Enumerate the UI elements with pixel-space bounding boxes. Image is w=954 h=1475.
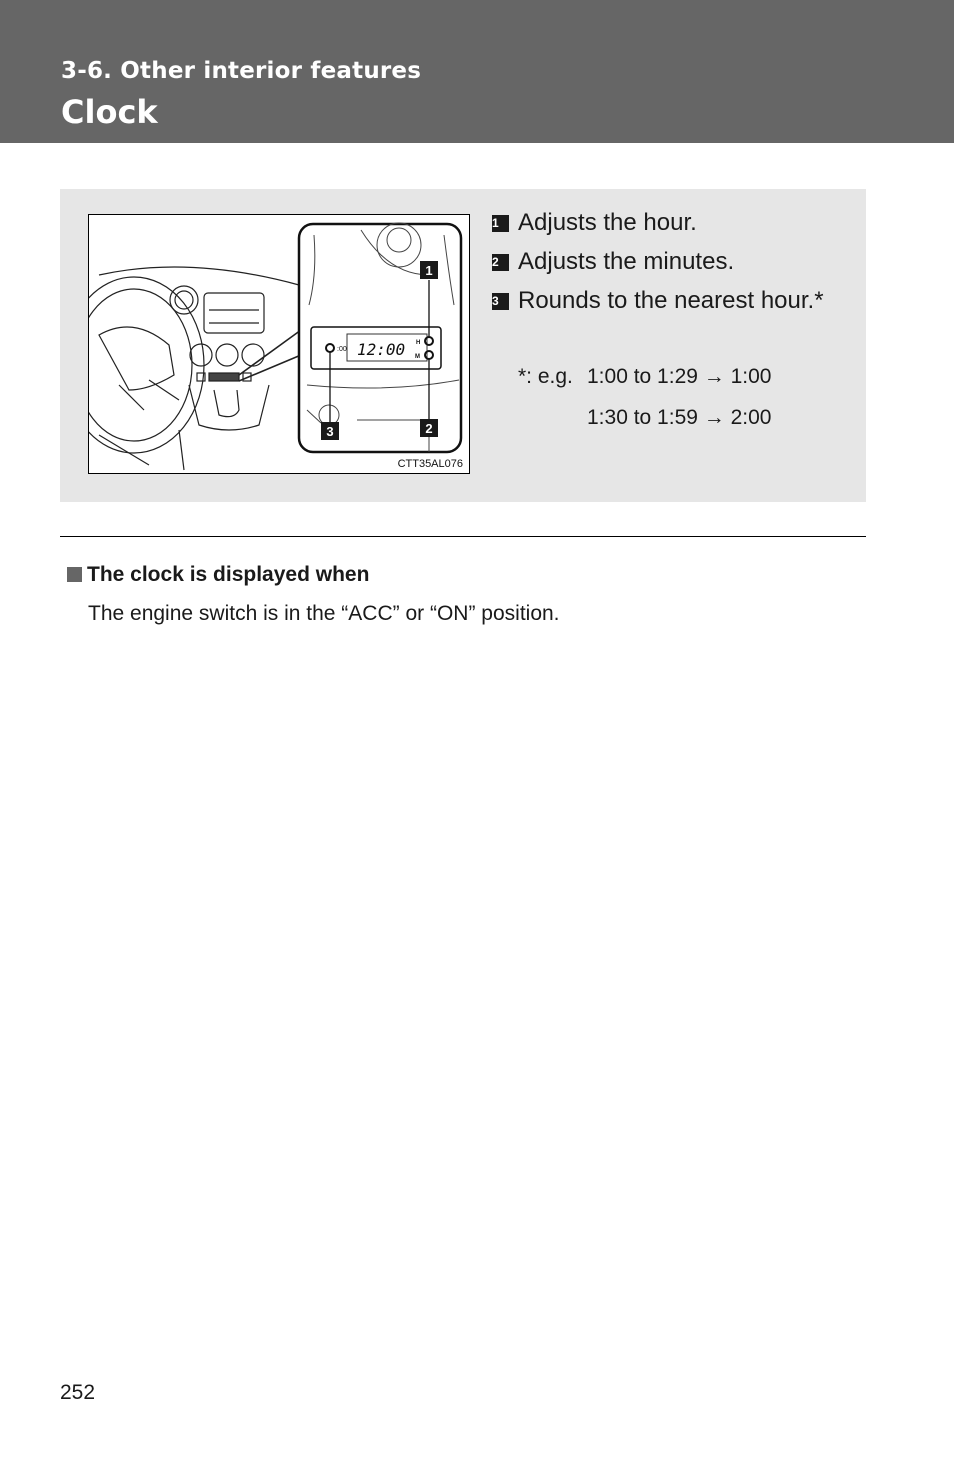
note-heading (67, 563, 369, 587)
footnote-line-1: 1:00 to 1:29 → 1:00 (587, 365, 772, 388)
m-label: M (415, 354, 420, 360)
page-number: 252 (60, 1381, 96, 1404)
callout-list (490, 207, 832, 324)
callout-text: Adjusts the minutes. (518, 248, 735, 275)
callout-number: 1 (492, 215, 509, 232)
callout-item (490, 285, 832, 317)
callout-number: 3 (492, 293, 509, 310)
callout-number: 2 (492, 254, 509, 271)
clock-illustration (88, 214, 470, 474)
svg-text:1: 1 (425, 263, 433, 278)
callout-text: Rounds to the nearest hour.* (518, 287, 824, 314)
dashboard-drawing (89, 215, 469, 473)
figure-code: CTT35AL076 (397, 458, 463, 470)
square-bullet-icon (67, 567, 82, 582)
callout-text: Adjusts the hour. (518, 209, 697, 236)
callout-item (490, 207, 832, 239)
footnote (518, 362, 771, 444)
note-body: The engine switch is in the “ACC” or “ON” position. (88, 602, 560, 625)
steering-wheel-outline (89, 277, 204, 453)
footnote-marker: *: e.g. (518, 365, 573, 388)
note-heading-text: The clock is displayed when (87, 563, 370, 586)
footnote-row (518, 403, 771, 444)
section-title: 3-6. Other interior features (61, 58, 422, 84)
page-title: Clock (61, 93, 158, 131)
section-divider (60, 536, 866, 537)
callout-item (490, 246, 832, 278)
illustration-panel (60, 189, 866, 502)
display-small-label: :00 (337, 346, 347, 353)
page-header (0, 0, 954, 143)
clock-display-time: 12:00 (357, 340, 406, 359)
svg-text:2: 2 (425, 421, 433, 436)
h-label: H (416, 340, 421, 346)
footnote-line-2: 1:30 to 1:59 → 2:00 (587, 406, 772, 429)
footnote-row (518, 362, 771, 403)
svg-text:3: 3 (326, 424, 334, 439)
